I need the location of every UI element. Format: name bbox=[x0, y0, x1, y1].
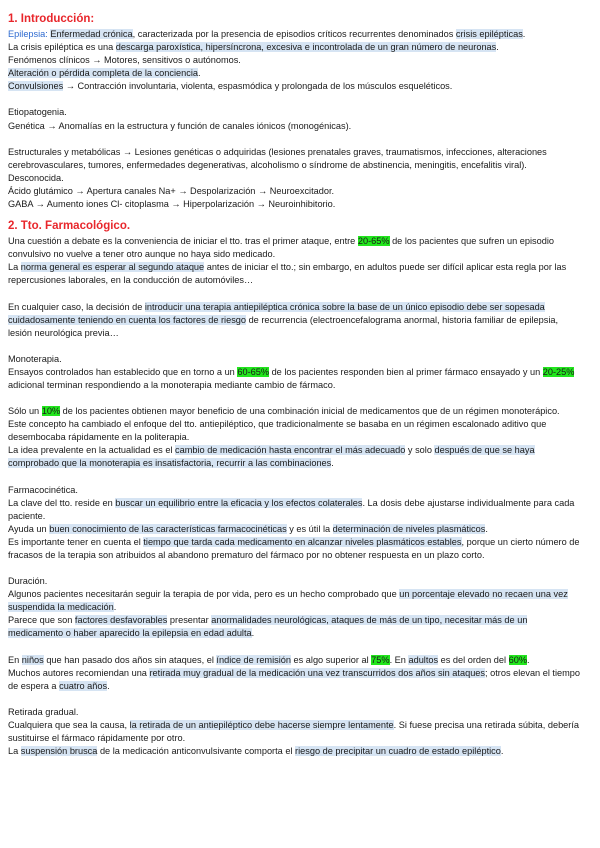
para-unfavourable: Parece que son factores desfavorables presentar anormalidades neurológicas, ataques de más de un tipo, necesitar más de un medicamento o haber aparecido la epilepsia en edad adulta. bbox=[8, 615, 528, 639]
para-lifelong: Algunos pacientes necesitarán seguir la terapia de por vida, pero es un hecho comprobado que un porcentaje elevado no recaen una vez suspendida la medicación. bbox=[8, 589, 568, 613]
para-abrupt-suspension: La suspensión brusca de la medicación anticonvulsivante comporta el riesgo de precipitar un cuadro de estado epiléptico. bbox=[8, 746, 504, 757]
para-balance: La clave del tto. reside en buscar un equilibrio entre la eficacia y los efectos colaterales. La dosis debe ajustarse individualmente para cada paciente. bbox=[8, 497, 575, 521]
para-general-rule: La norma general es esperar al segundo ataque antes de iniciar el tto.; sin embargo, en adultos puede ser difícil aplicar esta regla por las repercusiones laborales, en la conducción de automóviles… bbox=[8, 262, 567, 286]
seizure-definition: La crisis epiléptica es una descarga paroxística, hipersíncrona, excesiva e incontrolada de un gran número de neuronas. bbox=[8, 42, 499, 53]
clinical-phenomena: Fenómenos clínicos → Motores, sensitivos o autónomos. bbox=[8, 55, 241, 66]
epilepsy-definition: Epilepsia: Enfermedad crónica, caracterizada por la presencia de episodios críticos recurrentes denominados crisis epilépticas. bbox=[8, 29, 526, 39]
para-time: Es importante tener en cuenta el tiempo que tarda cada medicamento en alcanzar niveles plasmáticos estables, porque un cierto número de fracasos de la terapia son atribuidos al abandono prematuro del fármaco por no obtener respuesta en un plazo corto. bbox=[8, 536, 580, 560]
section-2-heading: 2. Tto. Farmacológico. bbox=[8, 220, 131, 233]
etiopathogenesis-heading: Etiopatogenia. bbox=[8, 107, 67, 118]
para-concept: Este concepto ha cambiado el enfoque del tto. antiepiléptico, que tradicionalmente se basaba en un régimen escalonado aditivo que desembocaba rápidamente en la politerapia. bbox=[8, 419, 547, 443]
genetics-line: Genética → Anomalías en la estructura y función de canales iónicos (monogénicas). bbox=[8, 120, 352, 131]
pharmacokinetics-heading: Farmacocinética. bbox=[8, 484, 78, 495]
duration-heading: Duración. bbox=[8, 576, 48, 587]
convulsions-line: Convulsiones → Contracción involuntaria, violenta, espasmódica y prolongada de los músculos esqueléticos. bbox=[8, 81, 453, 92]
para-first-attack: Una cuestión a debate es la conveniencia de iniciar el tto. tras el primer ataque, entre 20-65% de los pacientes que sufren un episodio convulsivo no vuelve a tener otro aunque no haya sido medicado. bbox=[8, 236, 554, 260]
structural-line: Estructurales y metabólicas → Lesiones genéticas o adquiridas (lesiones prenatales graves, traumatismos, infecciones, alteraciones cerebrovasculares, tumores, enfermedades degenerativas, alcoholismo o síndrome de abstinencia, meningitis, encefalitis viral). bbox=[8, 146, 547, 170]
gradual-withdrawal-heading: Retirada gradual. bbox=[8, 706, 79, 717]
para-current-idea: La idea prevalente en la actualidad es el cambio de medicación hasta encontrar el más adecuado y solo después de que se haya comprobado que la monoterapia es insatisfactoria, recurrir a las combinaciones. bbox=[8, 445, 535, 469]
para-trials: Ensayos controlados han establecido que en torno a un 60-65% de los pacientes responden bien al primer fármaco ensayado y un 20-25% adicional terminan respondiendo a la monoterapia mediante cambio de fármaco. bbox=[8, 366, 575, 390]
para-ten-percent: Sólo un 10% de los pacientes obtienen mayor beneficio de una combinación inicial de medicamentos que de un régimen monoterápico. bbox=[8, 406, 560, 417]
section-1-heading: 1. Introducción: bbox=[8, 13, 95, 25]
para-withdrawal-advice: Muchos autores recomiendan una retirada muy gradual de la medicación una vez transcurridos dos años sin ataques; otros elevan el tiempo de espera a cuatro años. bbox=[8, 667, 581, 691]
para-slow-withdrawal: Cualquiera que sea la causa, la retirada de un antiepiléptico debe hacerse siempre lentamente. Si fuese precisa una retirada súbita, debería sustituirse el fármaco rápidamente por otro. bbox=[8, 719, 580, 744]
monotherapy-heading: Monoterapia. bbox=[8, 353, 62, 364]
glutamic-acid-line: Ácido glutámico → Apertura canales Na+ → Despolarización → Neuroexcitador. bbox=[8, 185, 335, 196]
consciousness-line: Alteración o pérdida completa de la conciencia. bbox=[8, 68, 201, 79]
para-knowledge: Ayuda un buen conocimiento de las características farmacocinéticas y es útil la determinación de niveles plasmáticos. bbox=[8, 523, 488, 534]
unknown-line: Desconocida. bbox=[8, 172, 64, 183]
gaba-line: GABA → Aumento iones Cl- citoplasma → Hiperpolarización → Neuroinhibitorio. bbox=[8, 199, 336, 210]
para-decision: En cualquier caso, la decisión de introducir una terapia antiepiléptica crónica sobre la base de un único episodio debe ser sopesada cuidadosamente teniendo en cuenta los factores de riesgo de recurrencia (electroencefalograma anormal, historia familiar de epilepsia, lesión neurológica previa… bbox=[8, 301, 559, 338]
para-remission: En niños que han pasado dos años sin ataques, el índice de remisión es algo superior al 75%. En adultos es del orden del 60%. bbox=[8, 654, 530, 665]
